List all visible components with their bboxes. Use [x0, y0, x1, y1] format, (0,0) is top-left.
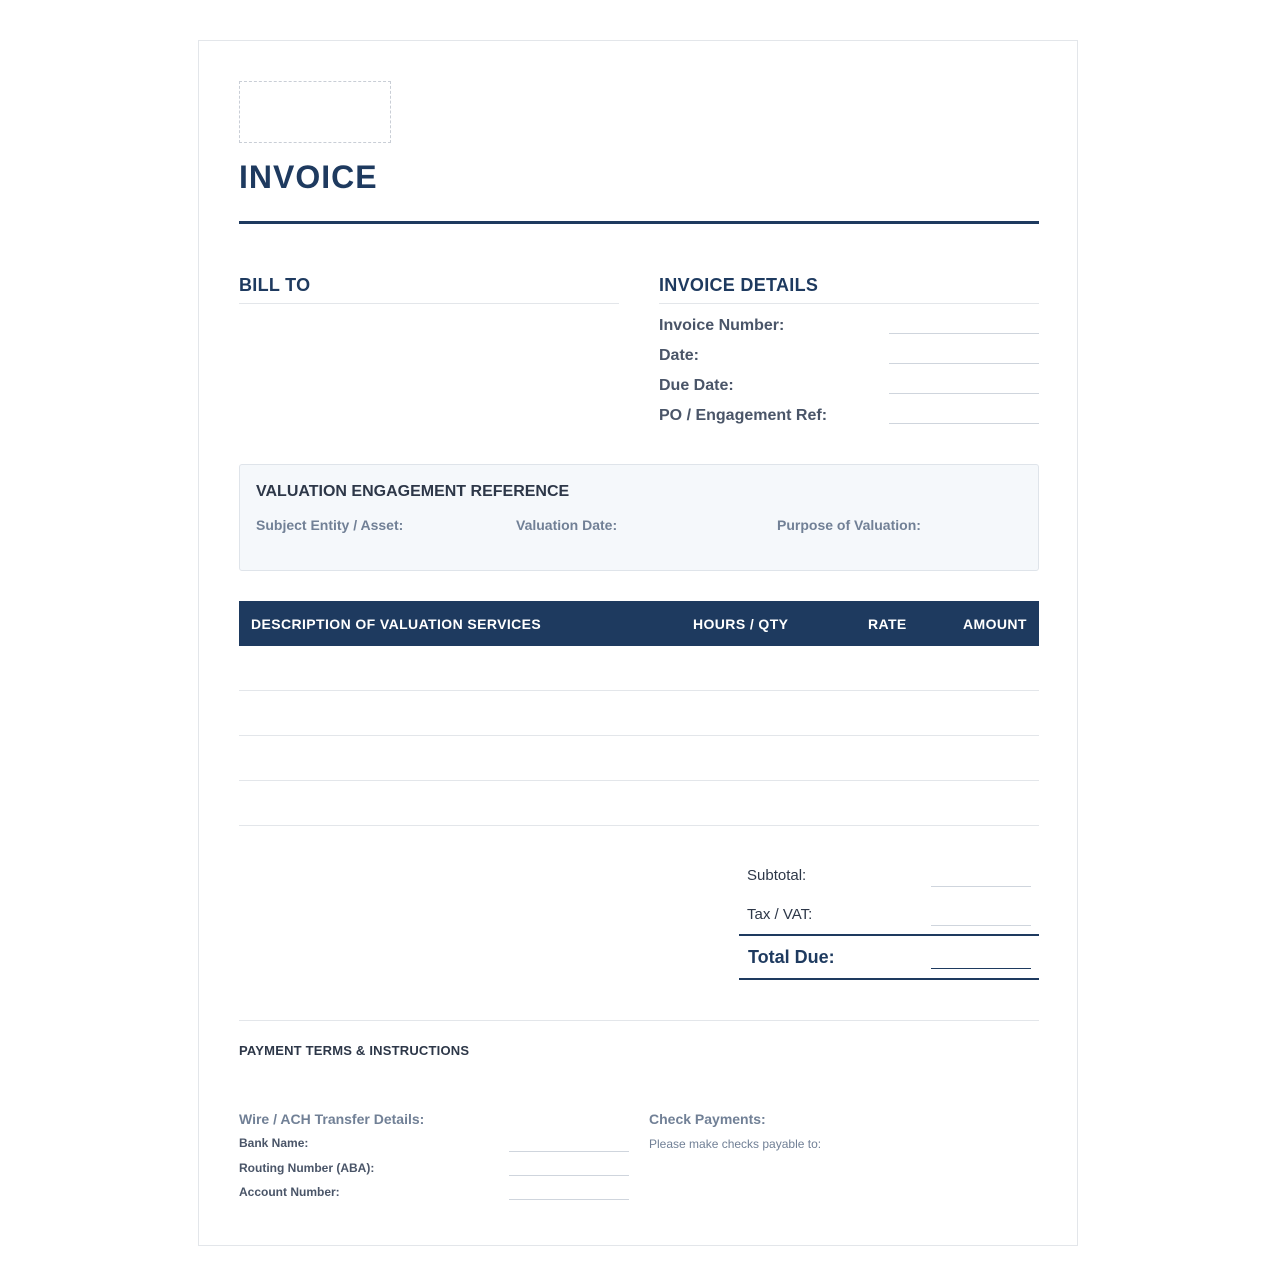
tax-field[interactable]	[931, 925, 1031, 926]
tax-label: Tax / VAT:	[747, 906, 813, 923]
engagement-reference-heading: VALUATION ENGAGEMENT REFERENCE	[256, 483, 570, 500]
table-row[interactable]	[239, 780, 1039, 781]
services-table-header	[239, 601, 1039, 646]
bill-to-heading: BILL TO	[239, 275, 311, 295]
bank-name-field[interactable]	[509, 1151, 629, 1152]
date-field[interactable]	[889, 363, 1039, 364]
invoice-details-heading: INVOICE DETAILS	[659, 275, 819, 295]
invoice-details-divider	[659, 303, 1039, 304]
total-due-field[interactable]	[931, 968, 1031, 969]
due-date-field[interactable]	[889, 393, 1039, 394]
table-row[interactable]	[239, 825, 1039, 826]
invoice-number-label: Invoice Number:	[659, 317, 785, 334]
subject-entity-label: Subject Entity / Asset:	[256, 517, 404, 533]
page-title: INVOICE	[239, 159, 378, 195]
valuation-date-label: Valuation Date:	[516, 517, 618, 533]
subtotal-label: Subtotal:	[747, 867, 807, 884]
total-bottom-rule	[739, 978, 1039, 980]
logo-placeholder[interactable]	[239, 81, 391, 143]
column-description: DESCRIPTION OF VALUATION SERVICES	[251, 616, 542, 632]
table-row[interactable]	[239, 690, 1039, 691]
bill-to-divider	[239, 303, 619, 304]
po-ref-label: PO / Engagement Ref:	[659, 407, 828, 424]
check-payable-note: Please make checks payable to:	[649, 1137, 822, 1151]
total-due-label: Total Due:	[748, 947, 835, 967]
wire-transfer-heading: Wire / ACH Transfer Details:	[239, 1111, 425, 1127]
column-rate: RATE	[868, 616, 907, 632]
engagement-reference-panel	[239, 464, 1039, 571]
date-label: Date:	[659, 347, 700, 364]
payment-divider	[239, 1020, 1039, 1021]
table-row[interactable]	[239, 735, 1039, 736]
routing-number-label: Routing Number (ABA):	[239, 1161, 375, 1175]
due-date-label: Due Date:	[659, 377, 734, 394]
invoice-page	[198, 40, 1078, 1246]
total-top-rule	[739, 934, 1039, 936]
subtotal-field[interactable]	[931, 886, 1031, 887]
check-payments-heading: Check Payments:	[649, 1111, 766, 1127]
purpose-of-valuation-label: Purpose of Valuation:	[777, 517, 921, 533]
invoice-number-field[interactable]	[889, 333, 1039, 334]
routing-number-field[interactable]	[509, 1175, 629, 1176]
account-number-label: Account Number:	[239, 1185, 340, 1199]
payment-terms-heading: PAYMENT TERMS & INSTRUCTIONS	[239, 1043, 470, 1058]
bank-name-label: Bank Name:	[239, 1136, 309, 1150]
account-number-field[interactable]	[509, 1199, 629, 1200]
column-hours-qty: HOURS / QTY	[693, 616, 789, 632]
title-divider	[239, 221, 1039, 224]
po-ref-field[interactable]	[889, 423, 1039, 424]
column-amount: AMOUNT	[963, 616, 1027, 632]
